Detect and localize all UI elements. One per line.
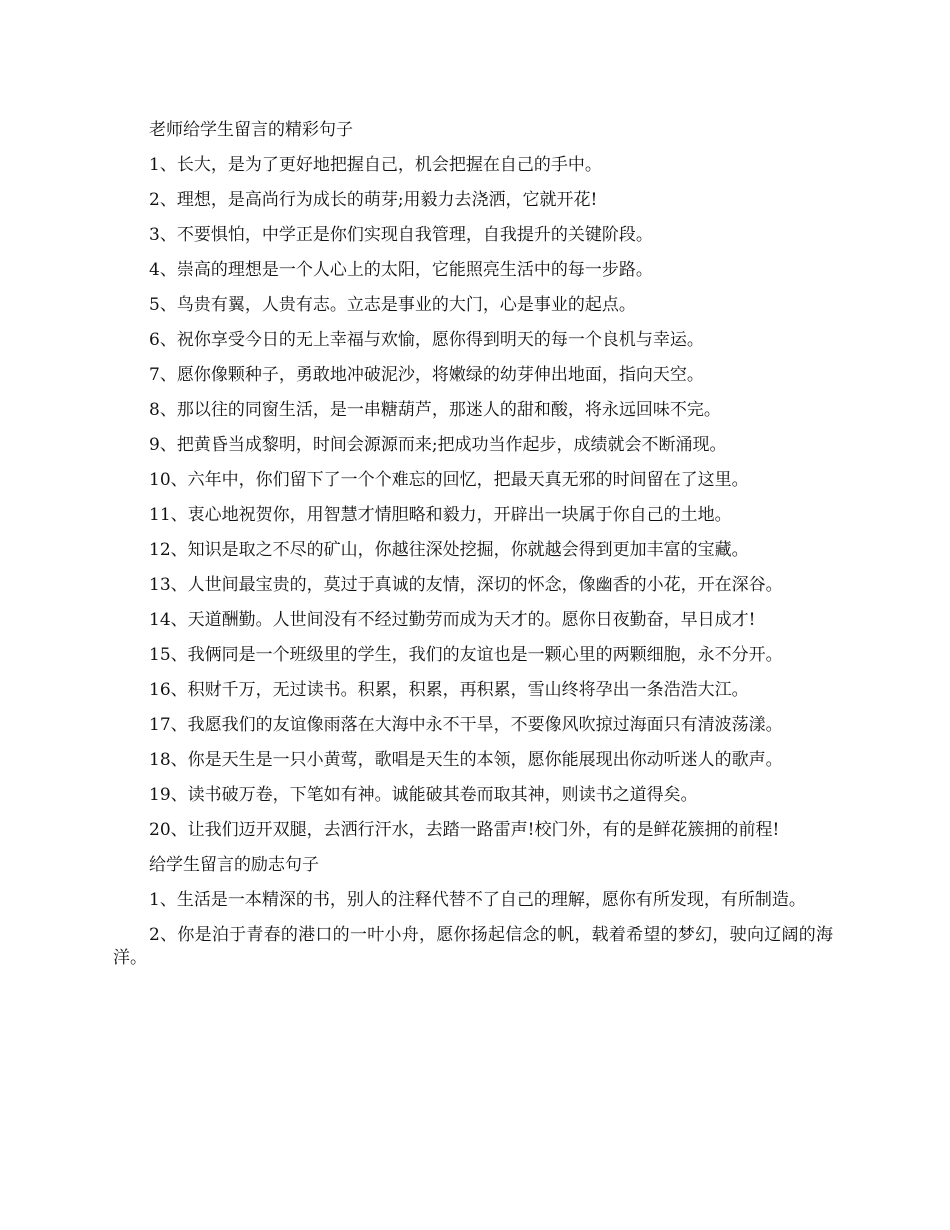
quote-item: 10、六年中，你们留下了一个个难忘的回忆，把最天真无邪的时间留在了这里。: [149, 470, 749, 490]
quote-item: 6、祝你享受今日的无上幸福与欢愉，愿你得到明天的每一个良机与幸运。: [149, 330, 704, 350]
quote-item: 5、鸟贵有翼，人贵有志。立志是事业的大门，心是事业的起点。: [149, 295, 636, 315]
quote-item: 2、理想，是高尚行为成长的萌芽;用毅力去浇洒，它就开花!: [149, 190, 598, 210]
quote-item: 15、我俩同是一个班级里的学生，我们的友谊也是一颗心里的两颗细胞，永不分开。: [149, 645, 783, 665]
quote-item: 11、衷心地祝贺你，用智慧才情胆略和毅力，开辟出一块属于你自己的土地。: [149, 505, 732, 525]
document-body: [113, 119, 833, 982]
quote-item: 1、长大，是为了更好地把握自己，机会把握在自己的手中。: [149, 155, 602, 175]
quote-item: 14、天道酬勤。人世间没有不经过勤劳而成为天才的。愿你日夜勤奋，早日成才!: [149, 610, 756, 630]
quote-item: 4、崇高的理想是一个人心上的太阳，它能照亮生活中的每一步路。: [149, 260, 653, 280]
quote-item: 20、让我们迈开双腿，去洒行汗水，去踏一路雷声!校门外，有的是鲜花簇拥的前程!: [149, 820, 780, 840]
quote-item: 16、积财千万，无过读书。积累，积累，再积累，雪山终将孕出一条浩浩大江。: [149, 680, 749, 700]
quote-item: 8、那以往的同窗生活，是一串糖葫芦，那迷人的甜和酸，将永远回味不完。: [149, 400, 721, 420]
quote-item: 9、把黄昏当成黎明，时间会源源而来;把成功当作起步，成绩就会不断涌现。: [149, 435, 727, 455]
quote-item: 3、不要惧怕，中学正是你们实现自我管理，自我提升的关键阶段。: [149, 225, 653, 245]
quote-item: 12、知识是取之不尽的矿山，你越往深处挖掘，你就越会得到更加丰富的宝藏。: [149, 540, 749, 560]
quote-item: 7、愿你像颗种子，勇敢地冲破泥沙，将嫩绿的幼芽伸出地面，指向天空。: [149, 365, 704, 385]
quote-item: 1、生活是一本精深的书，别人的注释代替不了自己的理解，愿你有所发现，有所制造。: [149, 890, 806, 910]
section-heading: 老师给学生留言的精彩句子: [149, 120, 353, 140]
quote-item: 17、我愿我们的友谊像雨落在大海中永不干旱，不要像风吹掠过海面只有清波荡漾。: [149, 715, 783, 735]
section-heading: 给学生留言的励志句子: [149, 855, 319, 875]
quote-item: 18、你是天生是一只小黄莺，歌唱是天生的本领，愿你能展现出你动听迷人的歌声。: [149, 750, 783, 770]
quote-item: 13、人世间最宝贵的，莫过于真诚的友情，深切的怀念，像幽香的小花，开在深谷。: [149, 575, 783, 595]
quote-item: 2、你是泊于青春的港口的一叶小舟，愿你扬起信念的帆，载着希望的梦幻，驶向辽阔的海洋。: [113, 925, 833, 968]
quote-item: 19、读书破万卷，下笔如有神。诚能破其卷而取其神，则读书之道得矣。: [149, 785, 698, 805]
